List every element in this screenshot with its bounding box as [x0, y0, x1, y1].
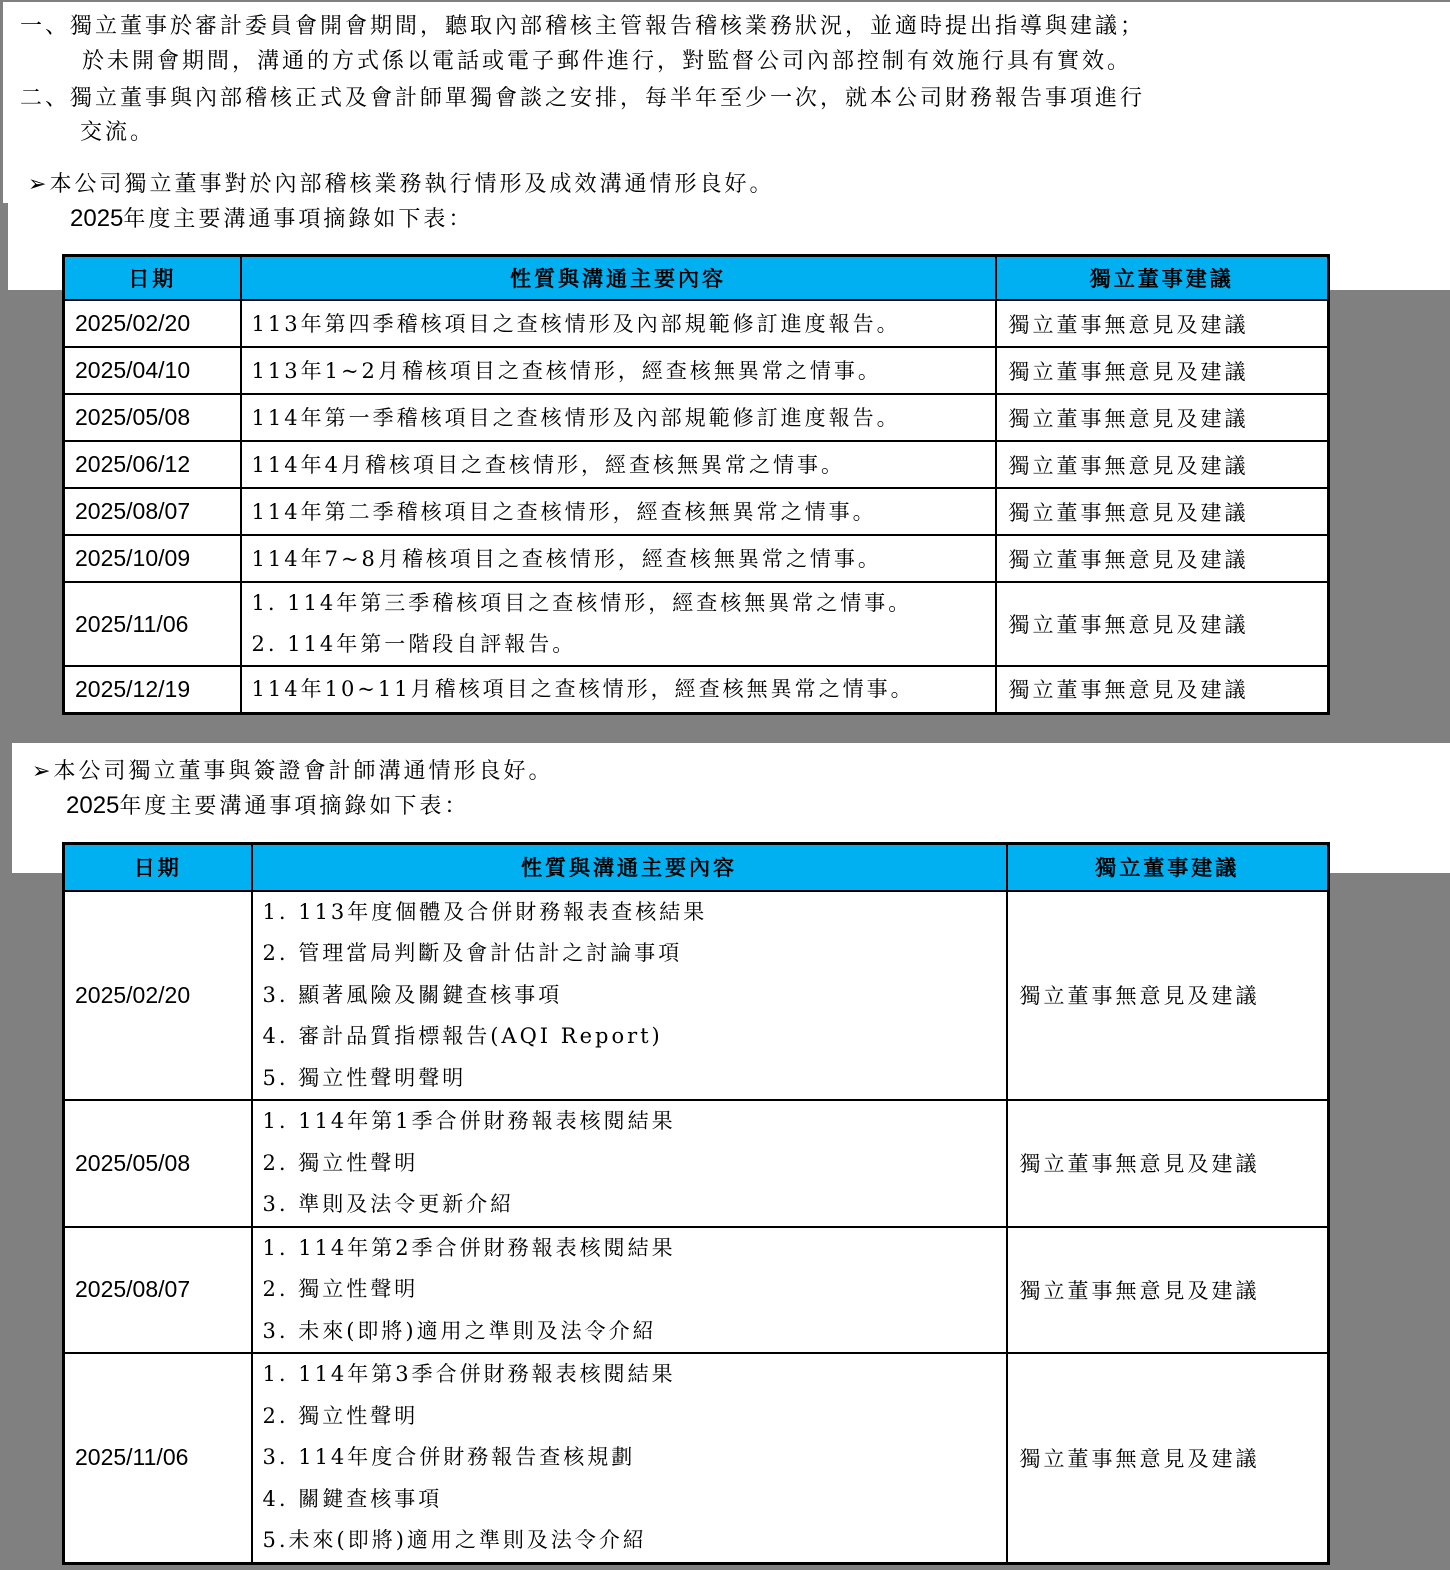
content-line: 1. 114年第2季合併財務報表核閱結果 [262, 1235, 676, 1260]
content-line: 1. 113年度個體及合併財務報表查核結果 [262, 899, 708, 924]
auditor-communication-table [62, 842, 1330, 1565]
content-line: 2. 管理當局判斷及會計估計之討論事項 [262, 941, 683, 965]
section2-year: 2025 [66, 792, 120, 819]
row-advice: 獨立董事無意見及建議 [996, 582, 1329, 666]
content-line: 113年1~2月稽核項目之查核情形，經查核無異常之情事。 [251, 358, 882, 383]
row-date: 2025/06/12 [64, 441, 241, 488]
section2-subheading-text: 年度主要溝通事項摘錄如下表： [119, 794, 470, 819]
row-advice: 獨立董事無意見及建議 [996, 394, 1329, 441]
content-line: 114年10~11月稽核項目之查核情形，經查核無異常之情事。 [251, 677, 915, 702]
content-line: 1. 114年第三季稽核項目之查核情形，經查核無異常之情事。 [251, 591, 913, 615]
bullet-arrow-icon: ➢ [32, 759, 54, 784]
table-row [64, 666, 1329, 713]
table-row [64, 1353, 1329, 1563]
row-date: 2025/08/07 [64, 488, 241, 535]
row-content [241, 582, 996, 666]
content-line: 1. 114年第1季合併財務報表核閱結果 [262, 1109, 676, 1133]
row-content [241, 666, 996, 713]
section1-subheading-text: 年度主要溝通事項摘錄如下表： [123, 207, 474, 232]
intro-item1-line2: 於未開會期間，溝通的方式係以電話或電子郵件進行，對監督公司內部控制有效施行具有實效。 [82, 49, 1133, 74]
content-line: 2. 獨立性聲明 [262, 1277, 419, 1301]
table-row [64, 535, 1329, 582]
header-date: 日期 [64, 844, 252, 891]
header-content: 性質與溝通主要內容 [241, 256, 996, 301]
row-advice: 獨立董事無意見及建議 [996, 666, 1329, 713]
intro-item2-line2: 交流。 [80, 120, 156, 145]
row-advice: 獨立董事無意見及建議 [1007, 1227, 1329, 1354]
table-row [64, 891, 1329, 1101]
row-content [241, 488, 996, 535]
row-date: 2025/04/10 [64, 347, 241, 394]
table-row [64, 582, 1329, 666]
content-line: 114年第二季稽核項目之查核情形，經查核無異常之情事。 [251, 499, 877, 524]
section2-heading-text: 本公司獨立董事與簽證會計師溝通情形良好。 [53, 759, 554, 784]
content-line: 5.未來(即將)適用之準則及法令介紹 [262, 1528, 647, 1552]
content-line: 114年7~8月稽核項目之查核情形，經查核無異常之情事。 [251, 546, 882, 571]
row-advice: 獨立董事無意見及建議 [1007, 1100, 1329, 1227]
table-row [64, 394, 1329, 441]
row-advice: 獨立董事無意見及建議 [996, 535, 1329, 582]
section2-subheading [66, 791, 469, 822]
content-line: 3. 114年度合併財務報告查核規劃 [262, 1445, 636, 1469]
table-row [64, 347, 1329, 394]
internal-audit-communication-table [62, 254, 1330, 715]
row-content [252, 1100, 1007, 1227]
header-advice: 獨立董事建議 [1007, 844, 1329, 891]
row-date: 2025/05/08 [64, 394, 241, 441]
content-line: 113年第四季稽核項目之查核情形及內部規範修訂進度報告。 [251, 311, 901, 336]
section1-year: 2025 [70, 205, 124, 232]
row-advice: 獨立董事無意見及建議 [1007, 1353, 1329, 1563]
content-line: 4. 審計品質指標報告(AQI Report) [262, 1024, 663, 1048]
content-line: 114年第一季稽核項目之查核情形及內部規範修訂進度報告。 [251, 405, 901, 430]
content-line: 114年4月稽核項目之查核情形，經查核無異常之情事。 [251, 452, 845, 477]
header-advice: 獨立董事建議 [996, 256, 1329, 301]
row-date: 2025/12/19 [64, 666, 241, 713]
row-date: 2025/08/07 [64, 1227, 252, 1354]
content-line: 4. 關鍵查核事項 [262, 1486, 443, 1511]
row-date: 2025/05/08 [64, 1100, 252, 1227]
row-advice: 獨立董事無意見及建議 [1007, 891, 1329, 1101]
content-line: 5. 獨立性聲明聲明 [262, 1065, 467, 1090]
row-advice: 獨立董事無意見及建議 [996, 300, 1329, 347]
row-content [241, 300, 996, 347]
table-row [64, 300, 1329, 347]
section1-heading [28, 170, 774, 200]
row-content [252, 891, 1007, 1101]
content-line: 2. 獨立性聲明 [262, 1403, 419, 1428]
row-content [241, 441, 996, 488]
table-row [64, 1227, 1329, 1354]
content-line: 3. 準則及法令更新介紹 [262, 1192, 515, 1216]
content-line: 1. 114年第3季合併財務報表核閱結果 [262, 1362, 676, 1386]
table-header-row [64, 256, 1329, 301]
row-content [241, 347, 996, 394]
intro-item1-line1: 一、獨立董事於審計委員會開會期間，聽取內部稽核主管報告稽核業務狀況，並適時提出指導與建議； [20, 14, 1146, 39]
row-content [252, 1353, 1007, 1563]
content-line: 2. 114年第一階段自評報告。 [251, 632, 577, 656]
row-content [252, 1227, 1007, 1354]
row-content [241, 394, 996, 441]
section1-heading-text: 本公司獨立董事對於內部稽核業務執行情形及成效溝通情形良好。 [49, 172, 775, 197]
content-line: 2. 獨立性聲明 [262, 1150, 419, 1175]
bullet-arrow-icon: ➢ [28, 172, 50, 197]
row-advice: 獨立董事無意見及建議 [996, 347, 1329, 394]
intro-item2-line1: 二、獨立董事與內部稽核正式及會計師單獨會談之安排，每半年至少一次，就本公司財務報告事項進行 [20, 86, 1146, 111]
content-line: 3. 顯著風險及關鍵查核事項 [262, 982, 563, 1007]
row-advice: 獨立董事無意見及建議 [996, 441, 1329, 488]
row-date: 2025/11/06 [64, 582, 241, 666]
header-date: 日期 [64, 256, 241, 301]
table-row [64, 488, 1329, 535]
row-date: 2025/02/20 [64, 891, 252, 1101]
row-date: 2025/11/06 [64, 1353, 252, 1563]
table-row [64, 1100, 1329, 1227]
section1-subheading [70, 204, 473, 235]
content-line: 3. 未來(即將)適用之準則及法令介紹 [262, 1318, 657, 1343]
row-advice: 獨立董事無意見及建議 [996, 488, 1329, 535]
table-row [64, 441, 1329, 488]
row-content [241, 535, 996, 582]
row-date: 2025/02/20 [64, 300, 241, 347]
table-header-row [64, 844, 1329, 891]
header-content: 性質與溝通主要內容 [252, 844, 1007, 891]
section2-heading [32, 757, 553, 787]
row-date: 2025/10/09 [64, 535, 241, 582]
